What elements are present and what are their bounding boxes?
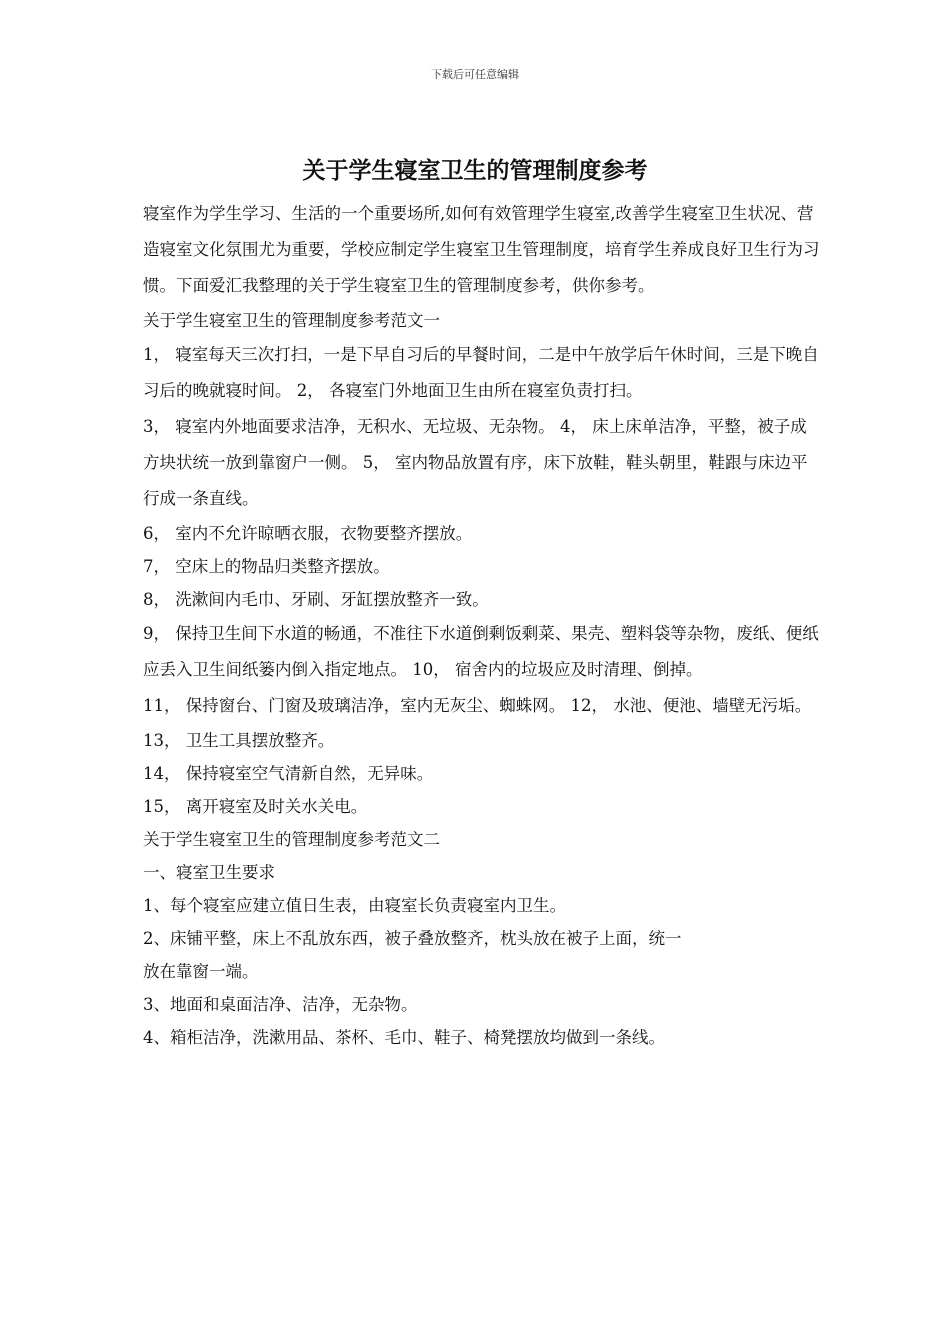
section-heading: 关于学生寝室卫生的管理制度参考范文二	[143, 830, 440, 849]
section-heading: 关于学生寝室卫生的管理制度参考范文一	[143, 311, 440, 330]
rule-paragraph: 6， 室内不允许晾晒衣服，衣物要整齐摆放。	[143, 524, 473, 543]
rule-paragraph-continued: 放在靠窗一端。	[143, 962, 259, 981]
subsection-heading: 一、寝室卫生要求	[143, 863, 275, 882]
rule-paragraph: 3， 寝室内外地面要求洁净，无积水、无垃圾、无杂物。 4， 床上床单洁净，平整，被子成方块状统一放到靠窗户一侧。 5， 室内物品放置有序，床下放鞋，鞋头朝里，鞋跟与床边平行成一条直线。	[143, 417, 808, 508]
header-note: 下载后可任意编辑	[431, 68, 519, 81]
document-title: 关于学生寝室卫生的管理制度参考	[302, 158, 648, 184]
rule-paragraph: 11， 保持窗台、门窗及玻璃洁净，室内无灰尘、蜘蛛网。 12， 水池、便池、墙壁无污垢。	[143, 696, 812, 715]
rule-paragraph: 4、箱柜洁净，洗漱用品、茶杯、毛巾、鞋子、椅凳摆放均做到一条线。	[143, 1028, 665, 1047]
rule-paragraph: 2、床铺平整，床上不乱放东西，被子叠放整齐，枕头放在被子上面，统一	[143, 929, 682, 948]
rule-paragraph: 14， 保持寝室空气清新自然，无异味。	[143, 764, 434, 783]
rule-paragraph: 7， 空床上的物品归类整齐摆放。	[143, 557, 390, 576]
document-body	[143, 196, 823, 1054]
intro-paragraph: 寝室作为学生学习、生活的一个重要场所,如何有效管理学生寝室,改善学生寝室卫生状况、营造寝室文化氛围尤为重要，学校应制定学生寝室卫生管理制度，培育学生养成良好卫生行为习惯。下面爱汇我整理的关于学生寝室卫生的管理制度参考，供你参考。	[143, 204, 820, 295]
rule-paragraph: 1， 寝室每天三次打扫，一是下早自习后的早餐时间，二是中午放学后午休时间，三是下晚自习后的晚就寝时间。 2， 各寝室门外地面卫生由所在寝室负责打扫。	[143, 345, 819, 400]
rule-paragraph: 15， 离开寝室及时关水关电。	[143, 797, 368, 816]
rule-paragraph: 1、每个寝室应建立值日生表，由寝室长负责寝室内卫生。	[143, 896, 566, 915]
rule-paragraph: 8， 洗漱间内毛巾、牙刷、牙缸摆放整齐一致。	[143, 590, 489, 609]
rule-paragraph: 13， 卫生工具摆放整齐。	[143, 731, 335, 750]
rule-paragraph: 3、地面和桌面洁净、洁净，无杂物。	[143, 995, 418, 1014]
rule-paragraph: 9， 保持卫生间下水道的畅通，不准往下水道倒剩饭剩菜、果壳、塑料袋等杂物，废纸、便纸应丢入卫生间纸篓内倒入指定地点。 10， 宿舍内的垃圾应及时清理、倒掉。	[143, 624, 819, 679]
